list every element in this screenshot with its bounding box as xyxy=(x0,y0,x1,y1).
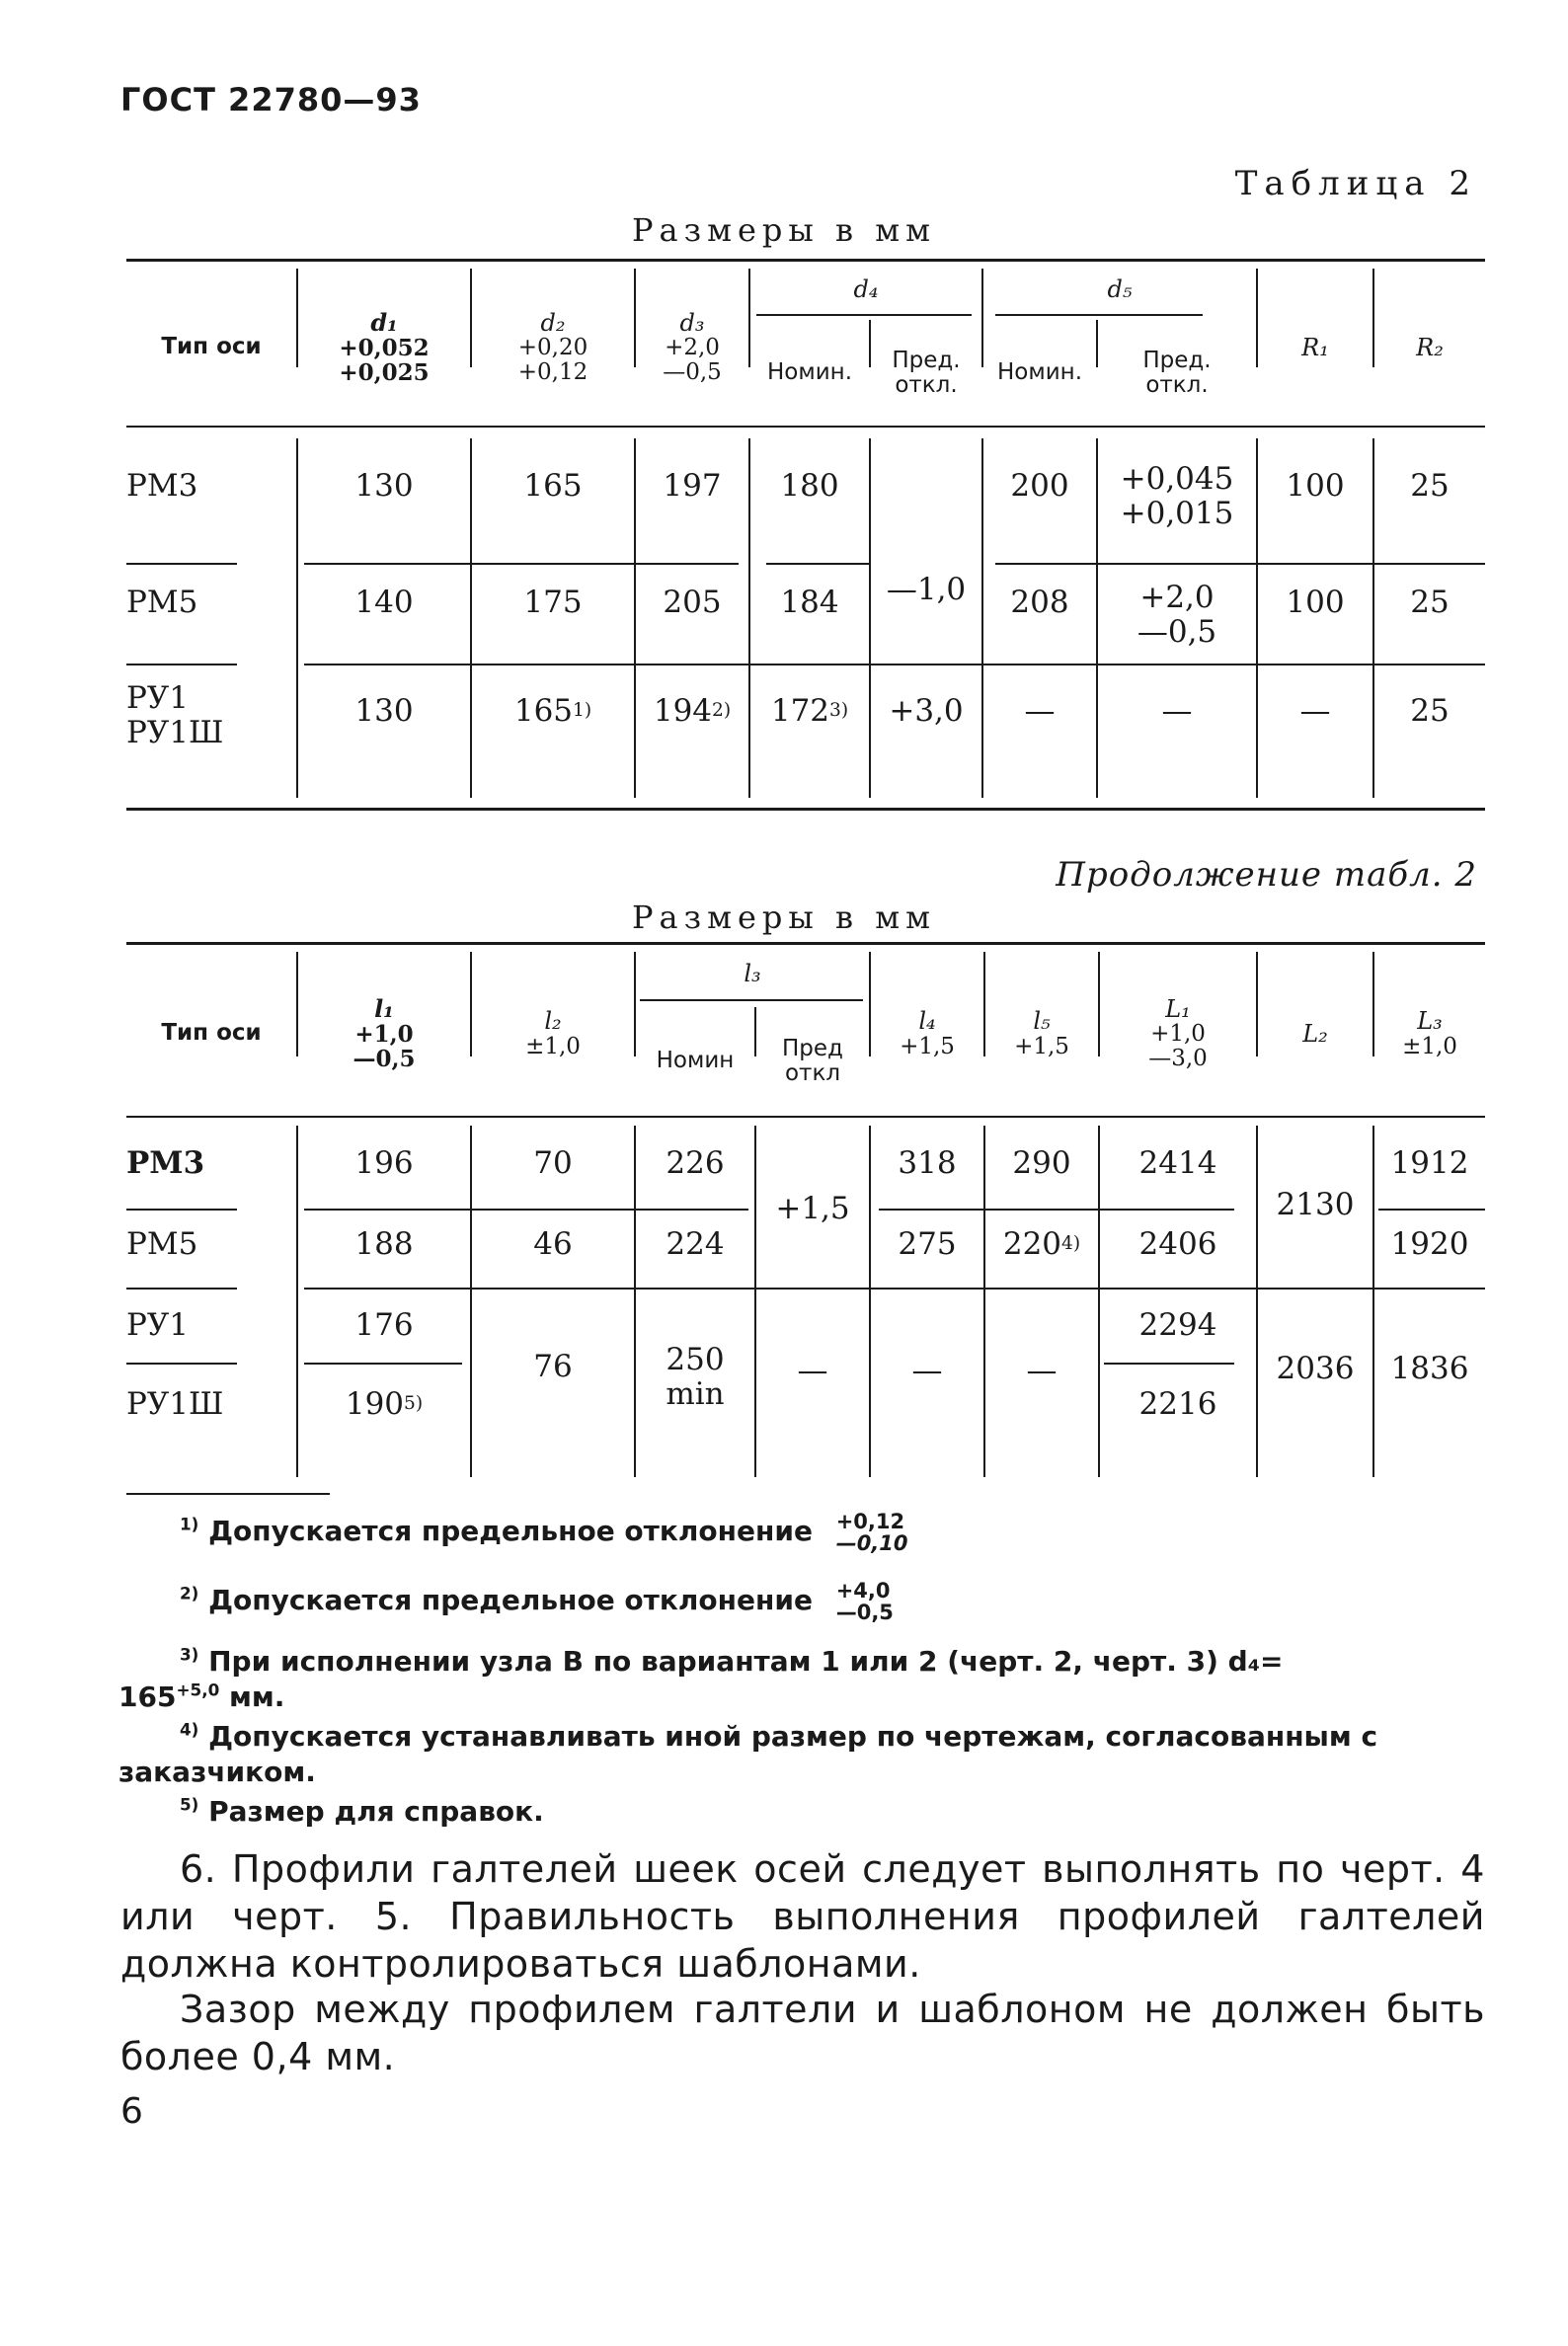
t2-row1-l2: 70 xyxy=(533,1144,573,1181)
t2-row3-type: РУ1 xyxy=(126,1306,189,1343)
footnote-rule xyxy=(126,1493,330,1495)
t2-row1-L3: 1912 xyxy=(1390,1144,1469,1181)
table2 xyxy=(126,942,1485,1481)
t1-row3-d2: 165 1) xyxy=(513,692,592,729)
t1-row2-r2: 25 xyxy=(1410,584,1450,620)
t1-header-d5: d₅ xyxy=(1107,274,1133,303)
t1-row1-r1: 100 xyxy=(1286,467,1345,504)
t2-l3-dev-rm: +1,5 xyxy=(775,1190,850,1226)
t2-l4-ru: — xyxy=(911,1352,943,1388)
table1 xyxy=(126,259,1485,812)
t1-header-d1: d₁ +0,052 +0,025 xyxy=(339,307,430,387)
t2-header-type: Тип оси xyxy=(161,1020,262,1047)
t1-row3-d4-nom: 172 3) xyxy=(770,692,849,729)
t1-row3-r2: 25 xyxy=(1410,692,1450,729)
t2-row3-l1: 176 xyxy=(354,1306,414,1343)
t1-row2-d1: 140 xyxy=(354,584,414,620)
t2-row2-l3-nom: 224 xyxy=(666,1225,725,1262)
t2-row4-l1: 190 5) xyxy=(345,1385,424,1422)
t1-row3-d5-dev: — xyxy=(1161,692,1193,729)
t1-header-d4: d₄ xyxy=(853,274,879,303)
t2-row1-type: РМ3 xyxy=(126,1144,205,1181)
t2-header-L2: L₂ xyxy=(1302,1019,1328,1048)
t2-l5-ru: — xyxy=(1026,1352,1058,1388)
table2-units: Размеры в мм xyxy=(632,899,936,936)
footnote-4-cont: заказчиком. xyxy=(118,1756,316,1788)
t2-row3-L1: 2294 xyxy=(1138,1306,1217,1343)
t1-row2-type: РМ5 xyxy=(126,584,198,620)
t1-row3-d5-nom: — xyxy=(1024,692,1056,729)
t1-header-d4-dev: Пред. откл. xyxy=(892,347,961,398)
t1-header-r2: R₂ xyxy=(1416,333,1444,361)
t2-header-l3-nom: Номин xyxy=(656,1048,735,1074)
t1-header-r1: R₁ xyxy=(1301,333,1329,361)
t1-row3-type: РУ1 РУ1Ш xyxy=(126,680,224,750)
t1-row1-d2: 165 xyxy=(523,467,583,504)
t1-row2-d5-nom: 208 xyxy=(1010,584,1069,620)
t2-header-l4: l₄ +1,5 xyxy=(900,1007,955,1059)
t2-row1-l5: 290 xyxy=(1012,1144,1071,1181)
paragraph-6: 6. Профили галтелей шеек осей следует выполнять по черт. 4 или черт. 5. Правильность выполнения профилей галтелей должна контролироваться шаблонами. xyxy=(120,1847,1485,1986)
t1-row1-type: РМ3 xyxy=(126,467,198,504)
t2-row1-L1: 2414 xyxy=(1138,1144,1217,1181)
page-number: 6 xyxy=(120,2091,143,2132)
t1-row2-d2: 175 xyxy=(523,584,583,620)
t1-row1-d4-nom: 180 xyxy=(780,467,839,504)
t1-row1-d1: 130 xyxy=(354,467,414,504)
t2-row4-type: РУ1Ш xyxy=(126,1385,224,1422)
footnote-2: $^{2)}$ Допускается предельное отклонение +4,0 —0,5 xyxy=(180,1579,894,1625)
footnote-5: $^{5)}$ Размер для справок. xyxy=(180,1794,544,1828)
t2-row2-l4: 275 xyxy=(898,1225,957,1262)
t1-row2-d3: 205 xyxy=(663,584,722,620)
footnote-3: $^{3)}$ При исполнении узла В по вариантам 1 или 2 (черт. 2, черт. 3) d₄= xyxy=(180,1644,1284,1678)
paragraph-gap: Зазор между профилем галтели и шаблоном не должен быть более 0,4 мм. xyxy=(120,1988,1485,2078)
t1-row2-d5-dev: +2,0 —0,5 xyxy=(1137,580,1217,650)
t2-row2-l1: 188 xyxy=(354,1225,414,1262)
t1-row3-d1: 130 xyxy=(354,692,414,729)
table1-units: Размеры в мм xyxy=(632,211,936,249)
t1-row1-d5-dev: +0,045 +0,015 xyxy=(1120,461,1234,531)
t2-header-l1: l₁ +1,0 —0,5 xyxy=(353,993,416,1073)
t1-row1-d5-nom: 200 xyxy=(1010,467,1069,504)
t2-L2-ru: 2036 xyxy=(1276,1350,1355,1386)
footnote-1: $^{1)}$ Допускается предельное отклонение +0,12 —0,10 xyxy=(180,1510,908,1556)
t1-header-type: Тип оси xyxy=(161,334,262,360)
t2-header-l3: l₃ xyxy=(744,959,761,987)
t1-row3-d4-dev: +3,0 xyxy=(889,692,964,729)
t1-row1-r2: 25 xyxy=(1410,467,1450,504)
t2-row1-l1: 196 xyxy=(354,1144,414,1181)
t2-row1-l3-nom: 226 xyxy=(666,1144,725,1181)
t1-row3-r1: — xyxy=(1299,692,1331,729)
footnote-4: $^{4)}$ Допускается устанавливать иной размер по чертежам, согласованным с xyxy=(180,1719,1378,1753)
t1-header-d3: d₃ +2,0 —0,5 xyxy=(663,308,722,386)
t1-row2-r1: 100 xyxy=(1286,584,1345,620)
t2-row2-L3: 1920 xyxy=(1390,1225,1469,1262)
t2-header-l5: l₅ +1,5 xyxy=(1014,1007,1069,1059)
t1-row1-d3: 197 xyxy=(663,467,722,504)
t1-header-d5-dev: Пред. откл. xyxy=(1142,347,1212,398)
t2-header-l2: l₂ ±1,0 xyxy=(525,1007,581,1059)
t2-row4-L1: 2216 xyxy=(1138,1385,1217,1422)
t2-header-l3-dev: Пред откл xyxy=(782,1035,843,1086)
t1-d4-dev-merged: —1,0 xyxy=(886,571,967,607)
t2-header-L3: L₃ ±1,0 xyxy=(1402,1007,1457,1059)
t2-row2-l2: 46 xyxy=(533,1225,573,1262)
t1-header-d5-nom: Номин. xyxy=(996,359,1082,386)
t1-header-d2: d₂ +0,20 +0,12 xyxy=(517,308,588,386)
t1-row3-d3: 194 2) xyxy=(653,692,732,729)
t2-l3-dev-ru: — xyxy=(797,1352,828,1388)
t2-row1-l4: 318 xyxy=(898,1144,957,1181)
t2-row2-type: РМ5 xyxy=(126,1225,198,1262)
t2-row2-L1: 2406 xyxy=(1138,1225,1217,1262)
t1-row2-d4-nom: 184 xyxy=(780,584,839,620)
t2-header-L1: L₁ +1,0 —3,0 xyxy=(1148,994,1208,1072)
t1-header-d4-nom: Номин. xyxy=(766,359,852,386)
t2-L2-rm: 2130 xyxy=(1276,1186,1355,1222)
document-id: ГОСТ 22780—93 xyxy=(120,81,422,118)
t2-row2-l5: 220 4) xyxy=(1002,1225,1081,1262)
table1-caption: Таблица 2 xyxy=(1234,164,1477,203)
table2-caption: Продолжение табл. 2 xyxy=(1056,855,1477,895)
t2-L3-ru: 1836 xyxy=(1390,1350,1469,1386)
footnote-3-cont: $165^{+5,0}$ мм. xyxy=(118,1680,285,1713)
t2-l2-ru: 76 xyxy=(533,1348,573,1384)
t2-l3-nom-ru: 250 min xyxy=(666,1342,725,1412)
